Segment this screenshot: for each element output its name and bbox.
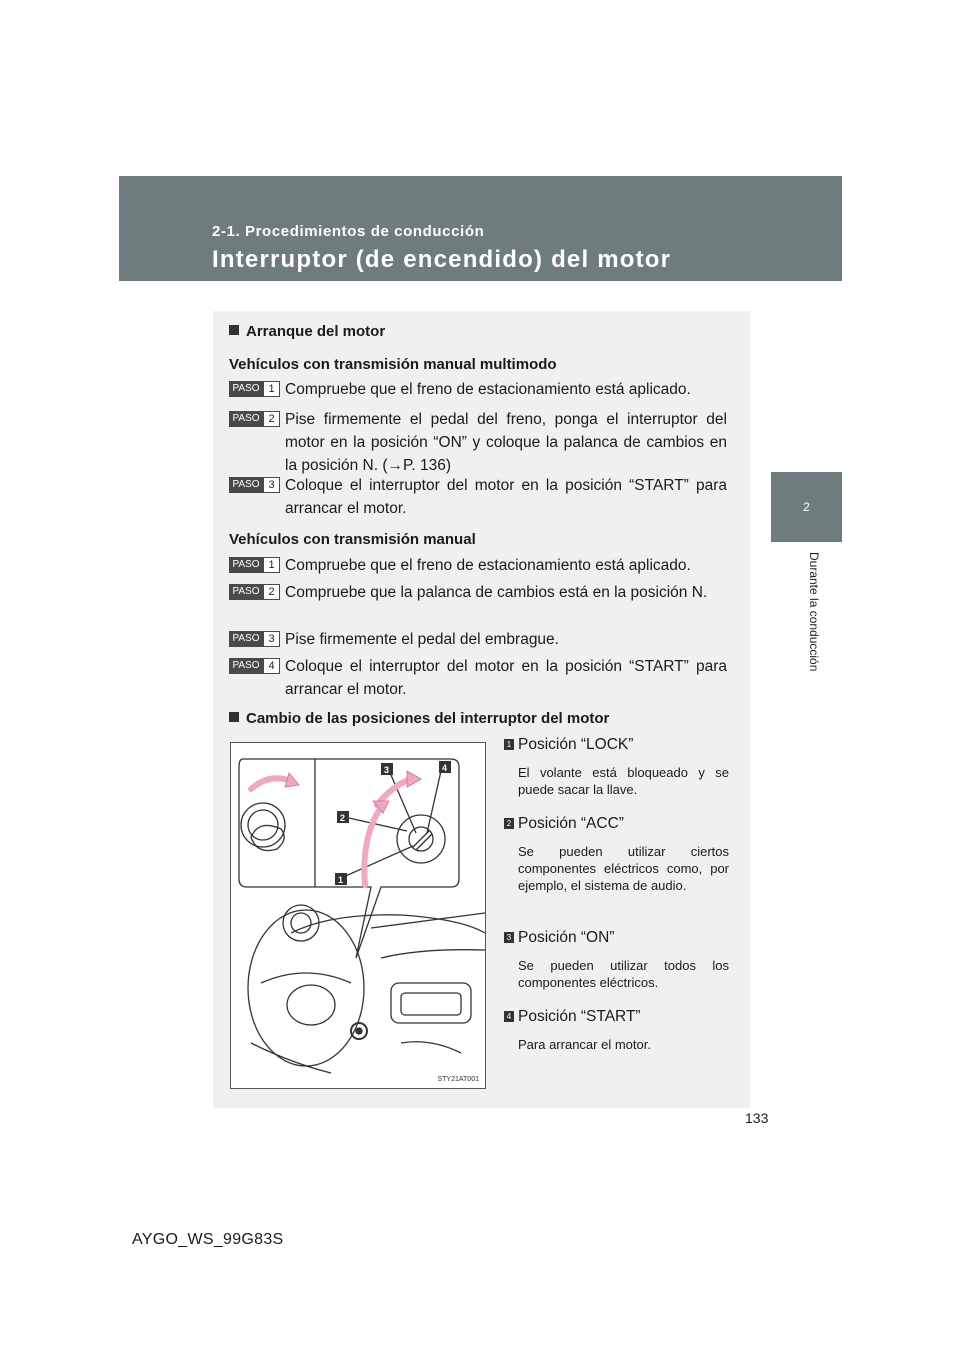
svg-text:1: 1 xyxy=(338,875,344,885)
svg-text:3: 3 xyxy=(384,765,390,775)
step-item: PASO 4 Coloque el interruptor del motor en la posición “START” para arrancar el motor. xyxy=(229,655,727,701)
figure-code: STY21AT001 xyxy=(437,1076,479,1083)
position-item: 1 Posición “LOCK” El volante está bloqueado y se puede sacar la llave. xyxy=(504,736,729,798)
step-badge: PASO 2 xyxy=(229,411,280,427)
heading-start-engine: Arranque del motor xyxy=(229,323,385,340)
step-badge: PASO 4 xyxy=(229,658,280,674)
ignition-illustration xyxy=(230,742,486,1089)
chapter-tab-number: 2 xyxy=(771,472,842,542)
step-badge: PASO 1 xyxy=(229,557,280,573)
chapter-tab-label: Durante la conducción xyxy=(807,552,821,672)
svg-text:2: 2 xyxy=(340,813,346,823)
step-item: PASO 3 Pise firmemente el pedal del embrague. xyxy=(229,628,727,651)
step-item: PASO 2 Compruebe que la palanca de cambios está en la posición N. xyxy=(229,581,727,604)
position-item: 2 Posición “ACC” Se pueden utilizar ciertos componentes eléctricos como, por ejemplo, el sistema de audio. xyxy=(504,815,729,894)
chapter-header xyxy=(119,176,842,281)
content-panel xyxy=(213,311,750,1108)
ignition-drawing xyxy=(231,743,485,1088)
square-bullet-icon xyxy=(229,712,239,722)
number-badge: 4 xyxy=(504,1011,514,1022)
step-item: PASO 1 Compruebe que el freno de estacionamiento está aplicado. xyxy=(229,554,727,577)
svg-text:4: 4 xyxy=(442,763,448,773)
number-badge: 1 xyxy=(504,739,514,750)
page-title: Interruptor (de encendido) del motor xyxy=(212,246,672,273)
square-bullet-icon xyxy=(229,325,239,335)
subheading-multimode: Vehículos con transmisión manual multimodo xyxy=(229,356,557,373)
document-code: AYGO_WS_99G83S xyxy=(132,1231,284,1248)
step-item: PASO 3 Coloque el interruptor del motor en la posición “START” para arrancar el motor. xyxy=(229,474,727,520)
step-badge: PASO 3 xyxy=(229,631,280,647)
page-number: 133 xyxy=(745,1110,769,1126)
position-item: 4 Posición “START” Para arrancar el motor. xyxy=(504,1008,729,1053)
step-item: PASO 1 Compruebe que el freno de estacionamiento está aplicado. xyxy=(229,378,727,401)
step-badge: PASO 1 xyxy=(229,381,280,397)
number-badge: 2 xyxy=(504,818,514,829)
step-badge: PASO 2 xyxy=(229,584,280,600)
number-badge: 3 xyxy=(504,932,514,943)
step-item: PASO 2 Pise firmemente el pedal del freno, ponga el interruptor del motor en la posición “ON” y coloque la palanca de cambios en la posición N. (→P. 136) xyxy=(229,408,727,477)
subheading-manual: Vehículos con transmisión manual xyxy=(229,531,476,548)
position-item: 3 Posición “ON” Se pueden utilizar todos los componentes eléctricos. xyxy=(504,929,729,991)
step-badge: PASO 3 xyxy=(229,477,280,493)
section-title: 2-1. Procedimientos de conducción xyxy=(212,223,485,240)
heading-switch-positions: Cambio de las posiciones del interruptor del motor xyxy=(229,710,609,727)
